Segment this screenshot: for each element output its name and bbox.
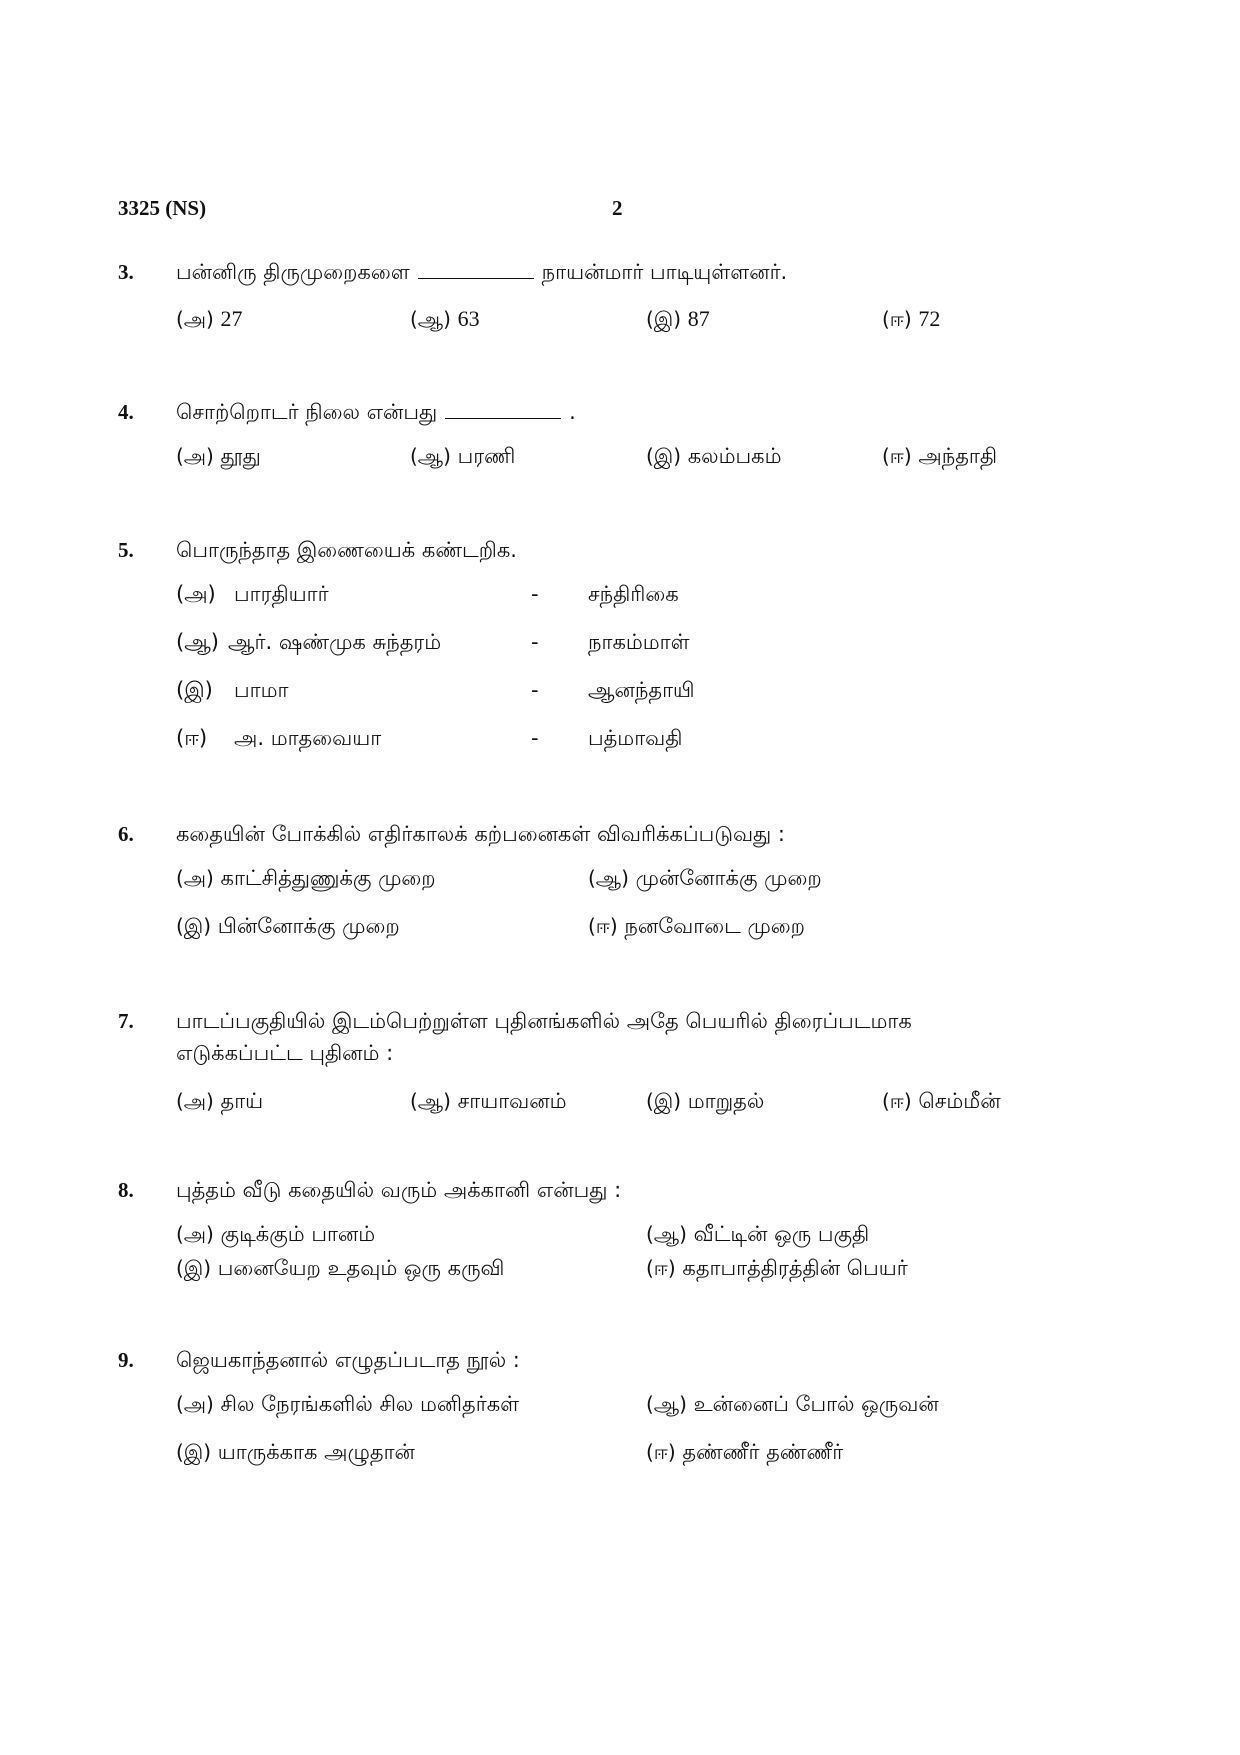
option-b: (ஆ) பரணி (410, 444, 516, 468)
option-a: (அ) 27 (176, 306, 243, 331)
option-d: (ஈ) தண்ணீர் தண்ணீர் (646, 1440, 844, 1464)
options-row (176, 444, 1118, 478)
question-5 (118, 534, 1118, 774)
pair-a: (அ) பாரதியார் - சந்திரிகை (176, 582, 679, 606)
option-c: (இ) மாறுதல் (646, 1089, 765, 1113)
option-a: (அ) தாய் (176, 1089, 264, 1113)
option-c: (இ) கலம்பகம் (646, 444, 782, 468)
options-row (176, 1089, 1118, 1123)
question-number: 4. (118, 400, 134, 424)
option-d: (ஈ) செம்மீன் (882, 1089, 1001, 1113)
question-text: கதையின் போக்கில் எதிர்காலக் கற்பனைகள் விவரிக்கப்படுவது : (176, 822, 786, 846)
options-row (176, 866, 1118, 900)
pair-b: (ஆ) ஆர். ஷண்முக சுந்தரம் - நாகம்மாள் (176, 630, 690, 654)
option-d: (ஈ) நனவோடை முறை (588, 914, 805, 938)
question-number: 9. (118, 1348, 134, 1372)
question-7 (118, 1005, 1118, 1123)
options-row (176, 1440, 1118, 1474)
question-8 (118, 1174, 1118, 1290)
option-a: (அ) தூது (176, 444, 261, 468)
question-number: 6. (118, 822, 134, 846)
question-text: பாடப்பகுதியில் இடம்பெற்றுள்ள புதினங்களில் அதே பெயரில் திரைப்படமாக எடுக்கப்பட்ட புதினம் : (176, 1009, 912, 1065)
question-text: ஜெயகாந்தனால் எழுதப்படாத நூல் : (176, 1348, 520, 1372)
option-c: (இ) பின்னோக்கு முறை (176, 914, 400, 938)
option-b: (ஆ) வீட்டின் ஒரு பகுதி (646, 1222, 870, 1246)
question-number: 3. (118, 260, 134, 284)
options-row (176, 1256, 1118, 1290)
page-number: 2 (612, 196, 623, 220)
option-d: (ஈ) 72 (882, 306, 941, 331)
question-3 (118, 256, 1118, 340)
question-number: 7. (118, 1009, 134, 1033)
question-text: பன்னிரு திருமுறைகளை நாயன்மார் பாடியுள்ளனர். (176, 260, 788, 284)
question-text: பொருந்தாத இணையைக் கண்டறிக. (176, 538, 517, 562)
option-d: (ஈ) கதாபாத்திரத்தின் பெயர் (646, 1256, 908, 1280)
answer-blank (445, 398, 561, 419)
question-9 (118, 1344, 1118, 1474)
answer-blank (418, 258, 534, 279)
option-a: (அ) சில நேரங்களில் சில மனிதர்கள் (176, 1392, 520, 1416)
options-row (176, 1222, 1118, 1256)
pair-c: (இ) பாமா - ஆனந்தாயி (176, 678, 695, 702)
option-b: (ஆ) 63 (410, 306, 480, 331)
pair-d: (ஈ) அ. மாதவையா - பத்மாவதி (176, 726, 683, 750)
question-6 (118, 818, 1118, 948)
paper-code: 3325 (NS) (118, 196, 207, 220)
question-text: புத்தம் வீடு கதையில் வரும் அக்கானி என்பது : (176, 1178, 622, 1202)
options-row (176, 914, 1118, 948)
option-b: (ஆ) உன்னைப் போல் ஒருவன் (646, 1392, 939, 1416)
question-number: 5. (118, 538, 134, 562)
option-a: (அ) காட்சித்துணுக்கு முறை (176, 866, 436, 890)
option-c: (இ) 87 (646, 306, 710, 331)
option-c: (இ) பனையேற உதவும் ஒரு கருவி (176, 1256, 505, 1280)
options-row (176, 1392, 1118, 1426)
option-d: (ஈ) அந்தாதி (882, 444, 998, 468)
option-b: (ஆ) சாயாவனம் (410, 1089, 567, 1113)
options-row (176, 306, 1118, 340)
pairs-list (118, 582, 1118, 774)
option-a: (அ) குடிக்கும் பானம் (176, 1222, 376, 1246)
option-c: (இ) யாருக்காக அழுதான் (176, 1440, 415, 1464)
question-number: 8. (118, 1178, 134, 1202)
question-text: சொற்றொடர் நிலை என்பது . (176, 400, 576, 424)
question-4 (118, 396, 1118, 478)
option-b: (ஆ) முன்னோக்கு முறை (588, 866, 822, 890)
